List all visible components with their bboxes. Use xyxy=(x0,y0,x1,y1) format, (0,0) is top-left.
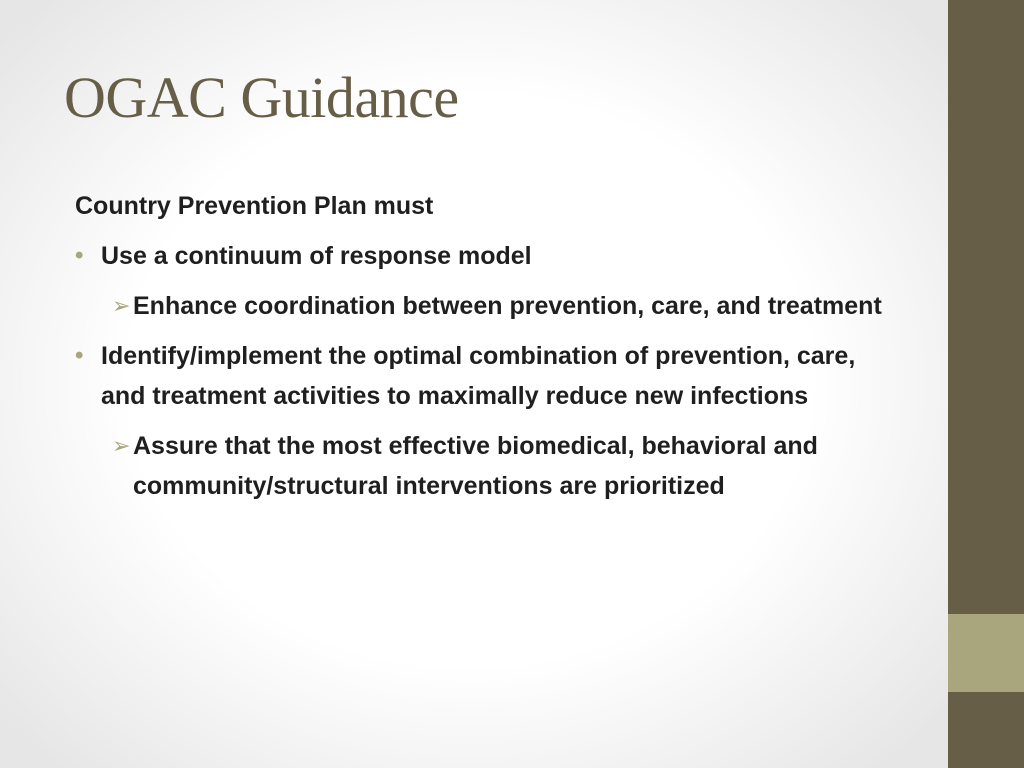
sidebar-accent-block xyxy=(948,614,1024,692)
decorative-sidebar xyxy=(948,0,1024,768)
list-item xyxy=(75,336,905,416)
list-item-text: Use a continuum of response model xyxy=(101,242,532,270)
arrow-bullet-icon: ➢ xyxy=(112,293,131,318)
slide-content xyxy=(75,186,905,516)
list-item-text: Identify/implement the optimal combination of prevention, care, and treatment activities to maximally reduce new infections xyxy=(101,342,856,410)
round-bullet-icon: • xyxy=(75,242,84,269)
sub-list-item-text: Assure that the most effective biomedical, behavioral and community/structural interventions are prioritized xyxy=(133,432,818,500)
arrow-bullet-icon: ➢ xyxy=(112,433,131,458)
slide-title: OGAC Guidance xyxy=(64,65,459,130)
sub-list-item-text: Enhance coordination between prevention, care, and treatment xyxy=(133,292,882,320)
intro-text: Country Prevention Plan must xyxy=(75,192,434,220)
round-bullet-icon: • xyxy=(75,342,84,369)
sub-list-item xyxy=(75,286,905,326)
list-item xyxy=(75,236,905,276)
sub-list-item xyxy=(75,426,905,506)
